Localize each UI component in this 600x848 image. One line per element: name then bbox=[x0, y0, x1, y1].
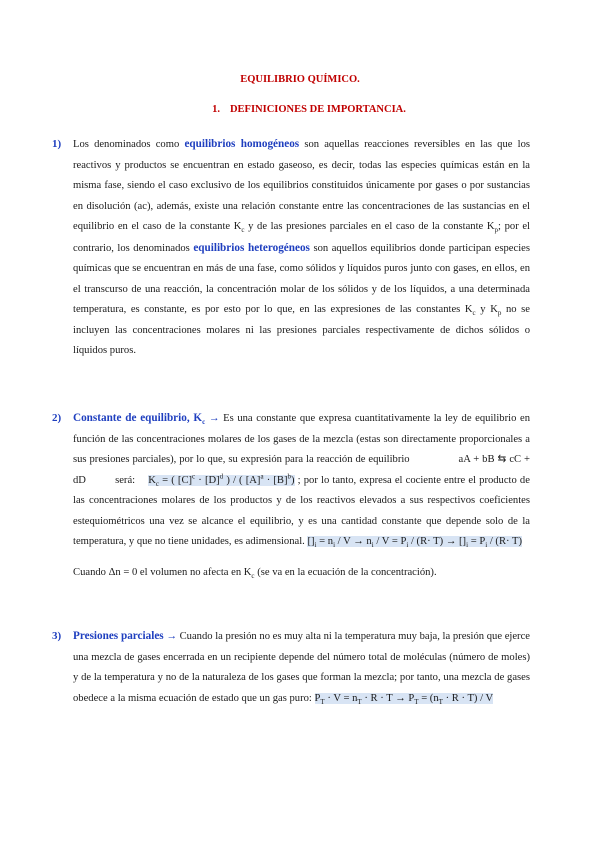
paragraph-3: Presiones parciales → Cuando la presión no es muy alta ni la temperatura muy baja, la presión que ejerce una mezcla de gases encerrada en un recipiente depende del número total de moléculas (número de moles) y de la temperatura y no de la naturaleza de los gases que forman la mezcla; por tanto, una mezcla de gases obedece a la misma ecuación de estado que un gas puro: $P_T \cdot V = n_T \cdot R \cdot T \to P_T = (n_T \cdot R \cdot T) / V$ bbox=[73, 630, 530, 706]
definition-item-1 bbox=[52, 134, 530, 362]
document-title: EQUILIBRIO QUÍMICO. bbox=[240, 74, 360, 85]
reaction-equation: aA + bB ⇆ cC + dD bbox=[73, 454, 531, 486]
ideal-gas-formula: $P_T \cdot V = n_T \cdot R \cdot T \to P_T = (n_T \cdot R \cdot T) / V$ bbox=[314, 692, 494, 706]
paragraph-1: Los denominados como equilibrios homogéneos son aquellas reacciones reversibles en las que los reactivos y productos se encuentran en estado gaseoso, es decir, todas las especies químicas están en la misma fase, siendo el caso exclusivo de los equilibrios constituidos únicamente por gases o por sustancias en disolución (ac), además, existe una relación constante entre las concentraciones de las sustancias en el equilibrio en el caso de la constante $K_c$ y de las presiones parciales en el caso de la constante $K_p$; por el contrario, los denominados equilibrios heterogéneos son aquellos equilibrios donde participan especies químicas que se encuentran en más de una fase, como sólidos y líquidos puros junto con gases, en ellos, en el transcurso de una reacción, la concentración molar de los sólidos y de los líquidos, a una determinada temperatura, es constante, es por esto por lo que, en las expresiones de las constantes $K_c$ y $K_p$ no se incluyen las concentraciones molares ni las presiones parciales respectivamente de dichos sólidos o líquidos puros. bbox=[73, 138, 530, 356]
section-heading bbox=[0, 104, 600, 115]
term-constante-equilibrio: Constante de equilibrio, $K_c$ bbox=[73, 412, 206, 427]
section-title: DEFINICIONES DE IMPORTANCIA. bbox=[229, 104, 406, 115]
definition-item-3 bbox=[52, 626, 530, 709]
arrow-icon: → bbox=[208, 413, 220, 424]
concentration-formula: $[]_i = n_i / V \to n_i / V = P_i / (R\cdot T) \to []_i = P_i / (R\cdot T)$ bbox=[307, 536, 522, 550]
kc-expression: $K_c$ = ( $[C]^c \cdot [D]^d$ ) / ( $[A]^a \cdot [B]^b$) bbox=[148, 471, 295, 488]
term-equilibrios-homogeneos: equilibrios homogéneos bbox=[184, 138, 300, 150]
paragraph-2: Constante de equilibrio, $K_c \to Es$ una constante que expresa cuantitativamente la ley de equilibrio en función de las concentraciones molares de los gases de la mezcla (estas son directamente proporcionales a sus presiones parciales), por lo que, su expresión para la reacción de equilibrio aA + bB ⇆ cC + dD será: $K_c$ = ( $[C]^c \cdot [D]^d$ ) / ( $[A]^a \cdot [B]^b$) ; por lo tanto, expresa el cociente entre el producto de las concentraciones molares de los productos y de los reactivos elevados a sus respectivos coeficientes estequiométricos una vez se alcance el equilibrio, y es una cantidad constante que depende solo de la temperatura, y que no tiene unidades, es adimensional. $[]_i = n_i / V \to n_i / V = P_i / (R\cdot T) \to []_i = P_i / (R\cdot T)$ bbox=[73, 412, 531, 550]
definition-item-2 bbox=[52, 408, 530, 583]
item-marker: 3) bbox=[52, 630, 62, 642]
term-presiones-parciales: Presiones parciales bbox=[73, 630, 164, 642]
arrow-icon: → bbox=[166, 631, 177, 642]
section-number: 1. bbox=[212, 104, 220, 115]
term-equilibrios-heterogeneos: equilibrios heterogéneos bbox=[193, 241, 310, 254]
note-delta-n: Cuando Δn = 0 el volumen no afecta en $K_c$ (se va en la ecuación de la concentración). bbox=[73, 566, 437, 580]
item-marker: 1) bbox=[52, 138, 62, 150]
item-marker: 2) bbox=[52, 412, 62, 424]
